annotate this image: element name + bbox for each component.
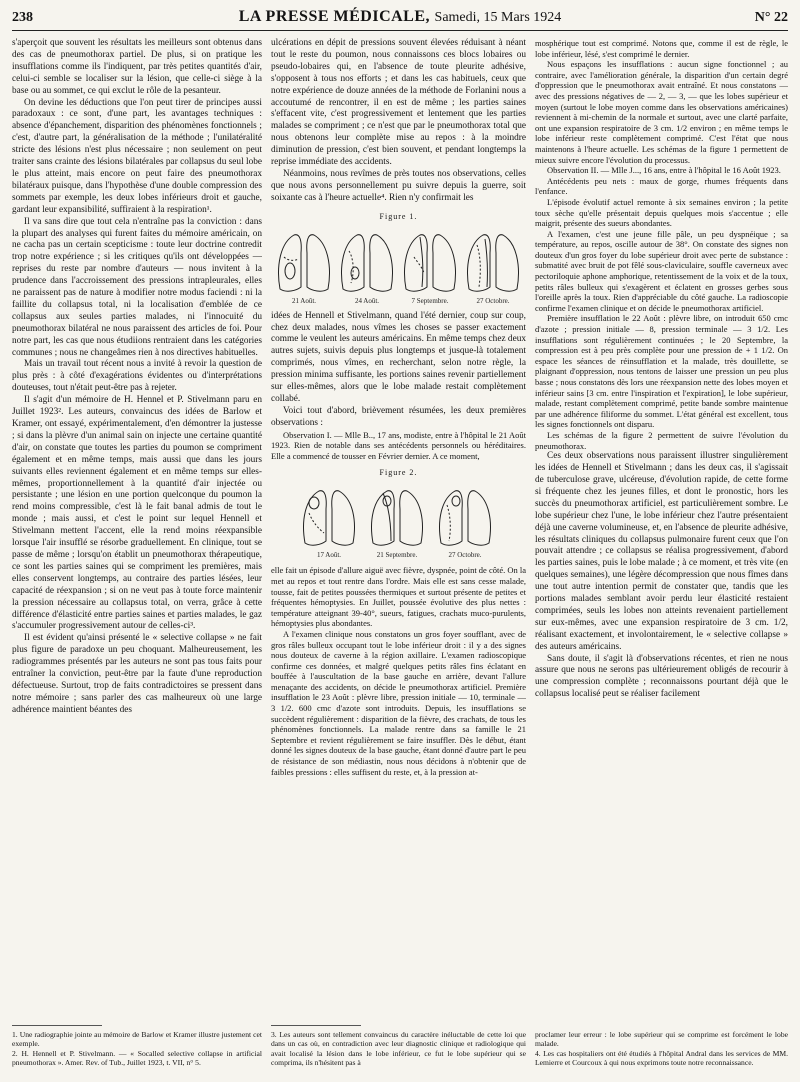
paragraph: ulcérations en dépit de pressions souvent élevées réduisant à néant tout le reste du poumon, nous connaissons ces blocs lobaires ou pseudo-lobaires qui, en l'absence de toute pleurite adhésive, s'opposent à tous nos efforts ; et dans les cas habituels, ceux que notre expérience de douze années de la méthode de Forlanini nous a accoutumé de rencontrer, il en est de même ; les parties saines s'effacent vite, c'est progressivement et lentement que les parties malades se compriment ; ce n'est que par le pneumothorax total que nous obtenons leur complète mise au repos : à la moindre diminution de pression, c'est bien souvent, et pendant longtemps la reprise immédiate des accidents.: [271, 38, 526, 168]
footnote: 4. Les cas hospitaliers ont été étudiés à l'hôpital Andral dans les services de MM. Lemierre et Courcoux à qui nous exprimons toute notre reconnaissance.: [535, 1048, 788, 1068]
paragraph: Il est évident qu'ainsi présenté le « selective collapse » ne fait plus figure de paradoxe un peu choquant. Malheureusement, les radiogrammes présentés par les auteurs ne sont pas tous faits pour entraîner la conviction, peut-être par la faute d'une reproduction défectueuse. Surtout, trop de faits contradictoires se pressent dans notre mémoire ; sans parler des cas malheureux où une large adhérence maintient béantes des: [12, 633, 262, 715]
figure-2-label: 21 Septembre.: [376, 551, 417, 560]
observation-1-text: mosphérique tout est comprimé. Notons que, comme il est de règle, le lobe inférieur, lésé, s'est comprimé le dernier.: [535, 38, 788, 59]
observation-1-text: elle fait un épisode d'allure aiguë avec fièvre, dyspnée, point de côté. On la met au repos et tout rentre dans l'ordre. Mais elle est sans cesse malade, tousse, fait de petites poussées thermiques et surtout présente de petites et fréquentes hémoptysies. En Juillet, poussée évolutive des plus nettes : température atteignant 39-40°, sueurs, fatigues, crachats muco-purulents, hémoptysies plus abondantes.: [271, 565, 526, 629]
figure-1: [271, 211, 526, 305]
journal-title: [12, 8, 788, 26]
lung-diagram: [439, 491, 490, 545]
footnote: 1. Une radiographie jointe au mémoire de Barlow et Kramer illustre justement cet exemple.: [12, 1030, 262, 1049]
figure-2-label: 17 Août.: [316, 551, 341, 560]
observation-1-text: A l'examen clinique nous constatons un gros foyer soufflant, avec de gros râles bulleux occupant tout le lobe inférieur droit : il y a des signes nous douteux de caverne à la région axillaire. L'examen radioscopique confirme ces données, et malgré quelques petits râles fins éclatant en bouffée à l'auscultation de la base gauche en arrière, devant l'allure menaçante des accidents, on décide le pneumothorax artificiel. Première insufflation le 23 Août : plèvre libre, pression initiale — 10, terminale — 3 1/2. 600 cmc d'azote sont introduits. Depuis, les insufflations se succèdent régulièrement : disparition de la fièvre, des crachats, de tous les phénomènes fonctionnels. La malade rentre dans sa famille le 21 Septembre et revient régulièrement se faire insuffler. Dès le début, étant donné les signes douteux de la base gauche, étant donné d'autre part le peu de résistance de son médiastin, nous nous décidons à n'obtenir que de faibles pressions : elles suffisent du reste, et, à la pression at-: [271, 628, 526, 777]
paragraph: On devine les déductions que l'on peut tirer de principes aussi paradoxaux : ce sont, d'une part, les avantages techniques : absence d'épanchement, disparition des phénomènes fonctionnels ; c'est, d'autre part, la généralisation de la méthode ; l'unilatéralité stricte des lésions n'est plus nécessaire ; non seulement on peut traiter sans crainte des lésions bilatérales par collapsus du seul lobe le plus atteint, mais encore on peut faire des pneumothorax bilatéraux puisque, dans l'hypothèse d'une double compression des sommets par exemple, les deux lobes inférieurs droit et gauche, gardant leur expansibilité, suffiraient à la respiration¹.: [12, 97, 262, 215]
paragraph: Il s'agit d'un mémoire de H. Hennel et P. Stivelmann paru en Juillet 1923². Les auteurs, convaincus des idées de Barlow et Kramer, ont essayé, expérimentalement, d'en démontrer la justesse ; si dans la plèvre d'un animal sain on injecte une certaine quantité d'air, on constate que toutes les parties du poumon se compriment également et en même temps, mais aussi que dans les jours suivants elles reviennent également et en même temps sur elles-mêmes, proportionnellement à la quantité d'air injectée ou persistante ; une lésion en une portion quelconque du poumon la rend moins compressible, c'est là le fait banal admis de tout le monde ; mais aussi, et c'est le point sur lequel Hennell et Stivelmann mettent l'accent, elle la rend moins réexpansible lorsque l'air insufflé se résorbe graduellement. En clinique, tout se passe de même ; lorsqu'on établit un pneumothorax thérapeutique, ce sont les parties saines qui se compriment les premières, mais elles conservent longtemps, au contraire des parties lésées, leur capacité de réexpansion ; si on ne veut pas à toute force maintenir la pression nécessaire au collapsus total, on verra, grâce à cette différence d'élasticité entre parties saines et parties malades, le gaz s'accumuler progressivement autour de celles-ci³.: [12, 395, 262, 632]
paragraph: s'aperçoit que souvent les résultats les meilleurs sont obtenus dans des cas de pneumothorax partiel. De plus, si on pratique les insufflations comme ils l'indiquent, par très petites quantités d'air, celui-ci semble se localiser sur la lésion, que celle-ci siège à la base ou au sommet, ce qui exclut le rôle de la pesanteur.: [12, 38, 262, 96]
column-2: [271, 38, 526, 1020]
lung-diagram: [371, 491, 422, 545]
observation-1-text: Nous espaçons les insufflations : aucun signe fonctionnel ; au contraire, avec l'amélioration générale, la disparition d'un certain degré d'oppression que le pneumothorax avait entraîné. Et nous constatons — avec des pressions négatives de — 2, — 3, — que les lobes supérieur et moyen (surtout le lobe moyen comme dans les observations américaines) reviennent à mi-chemin de la normale et surtout, avec une clarté parfaite, ont une expansion respiratoire de 3 cm. 1/2 environ ; en même temps le lobe inférieur reste complètement comprimé. C'est l'état que nous maintenons à l'heure actuelle. Les schémas de la figure 1 permettent de mieux suivre encore l'évolution du processus.: [535, 59, 788, 165]
observation-2-text: Les schémas de la figure 2 permettent de suivre l'évolution du pneumothorax.: [535, 429, 788, 451]
page-number: 238: [12, 10, 33, 25]
footnote: 3. Les auteurs sont tellement convaincus du caractère inéluctable de cette loi que dans un cas où, en contradiction avec leur diagnostic clinique et radiologique qui avait localisé la lésion dans le lobe inférieur, ce fut le lobe supérieur qui se comprima, ils n'hésitent pas à: [271, 1030, 526, 1068]
figure-1-label: 7 Septembre.: [411, 296, 448, 305]
paragraph: Sans doute, il s'agit là d'observations récentes, et rien ne nous assure que nous ne serons pas ultérieurement obligés de recourir à une compression complète ; reconnaissons pourtant déjà que le collapsus localisé peut se réaliser facilement: [535, 653, 788, 700]
observation-1-intro: Observation I. — Mlle B.., 17 ans, modiste, entre à l'hôpital le 21 Août 1923. Rien de notable dans ses antécédents personnels ou héréditaires. Elle a commencé de tousser en Février dernier. A ce moment,: [271, 429, 526, 461]
journal-name: LA PRESSE MÉDICALE,: [238, 8, 431, 25]
footnotes-column-2: [271, 1030, 526, 1068]
footnotes-column-3: [535, 1030, 788, 1068]
figure-2-label: 27 Octobre.: [447, 551, 482, 560]
footnote-rule: [271, 1025, 361, 1026]
figure-1-label: 27 Octobre.: [475, 296, 510, 305]
observation-2-intro: Observation II. — Mlle J..., 16 ans, entre à l'hôpital le 16 Août 1923.: [547, 165, 781, 176]
footnote: proclamer leur erreur : le lobe supérieur qui se comprime est forcément le lobe malade.: [535, 1030, 788, 1049]
column-3: [535, 38, 788, 1022]
footnote-rule: [12, 1025, 102, 1026]
figure-1-label: 21 Août.: [291, 296, 316, 305]
figure-2-lung-diagrams: [299, 483, 499, 559]
figure-2-caption: Figure 2.: [379, 468, 418, 478]
column-1: [12, 38, 262, 1022]
figure-1-lung-diagrams: [274, 227, 524, 305]
paragraph: Il va sans dire que tout cela n'entraîne pas la conviction : dans la plupart des analyses qui furent faites du mémoire américain, on ne cacha pas un certain scepticisme : toute leur doctrine contredit trop notre expérience ; si les critiques qu'ils ont développées — reprises du reste par nombre d'auteurs — nous invitent à la prudence dans l'accroissement des pressions intrapleurales, elles ne paraissent pas de nature à modifier notre modus faciendi : ni la faillite du collapsus total, ni la localisation d'emblée de ce collapsus aux seules parties malades, ni l'innocuité du pneumothorax bilatéral ne nous paraissent des articles de foi. Pour notre part, les cas que nous étudiions rentraient dans les catégories communes ; nous ne changeâmes rien à nos directives habituelles.: [12, 216, 262, 358]
observation-2-text: Première insufflation le 22 Août : plèvre libre, on introduit 650 cmc d'azote ; pression initiale — 8, pression terminale — 3 1/2. Les insufflations sont régulièrement continuées ; le 20 Septembre, la compression est à peu près complète pour une pression de + 1 1/2. On espace les séances de réinsufflation et la malade, très douillette, se plaignant d'oppression, nous tentons de laisser une pression un peu plus basse ; nous constatons dès lors une réexpansion nette des lobes moyen et inférieur sains [3 cm. entre l'inspiration et l'expiration], le lobe supérieur, malade, restant complètement comprimé, petite bande sombre maintenue par une adhérence filiforme du sommet. L'état général est excellent, tous les signes fonctionnels ont disparu.: [535, 313, 788, 430]
lung-diagram: [278, 234, 329, 290]
observation-2-text: Antécédents peu nets : maux de gorge, rhumes fréquents dans l'enfance.: [535, 175, 788, 197]
lung-diagram: [341, 234, 392, 290]
issue-number: N° 22: [754, 10, 788, 25]
page-header: [12, 8, 788, 30]
observation-2-text: A l'examen, c'est une jeune fille pâle, un peu dyspnéique ; sa température, au repos, oscille autour de 38°. On constate des signes non douteux d'un gros foyer du lobe supérieur droit avec perte de substance : submatité avec bruit de pot fêlé sous-claviculaire, souffle caverneux avec pectoriloquie aphone amphorique, retentissement de la voix et de la toux, petits râles bulleux qui s'exagèrent et éclatent en grosses gerbes sous l'oreille après la toux. Rien d'appréciable du côté gauche. La radioscopie confirme l'examen clinique et on décide le pneumothorax artificiel.: [535, 228, 788, 313]
figure-1-label: 24 Août.: [354, 296, 379, 305]
lung-diagram: [303, 491, 354, 545]
footnote: 2. H. Hennell et P. Stivelmann. — « Socalled selective collapse in artificial pneumothorax ». Amer. Rev. of Tub., Juillet 1923, t. VII, n° 5.: [12, 1048, 262, 1068]
paragraph: Ces deux observations nous paraissent illustrer singulièrement les idées de Hennell et Stivelmann ; dans les deux cas, il s'agissait de tuberculose grave, ulcéreuse, d'évolution rapide, de cette forme si fréquente chez les jeunes filles, et dont le pronostic, hors les succès du pneumothorax artificiel, est particulièrement sombre. Le lobe supérieur chez l'une, le lobe inférieur chez l'autre présentaient déjà une caverne volumineuse, et, en l'absence de pleurite adhésive, les résultats cliniques du collapsus pulmonaire furent ceux que l'on pouvait attendre ; ce collapsus se réalisa progressivement, d'abord les parties saines, puis le lobe malade ; à ce moment, et très vite (en quelques semaines), une légère décompression que nous fîmes dans une tout autre intention permit de constater que, tandis que les portions malades semblant avoir perdu leur élasticité restaient comprimées, seuls les lobes non atteints revenaient partiellement sur eux-mêmes, avec une expansion respiratoire de 3 cm. 1/2, réalisant exactement, et involontairement, le « selective collapse » des auteurs américains.: [535, 451, 788, 652]
lung-diagram: [467, 234, 518, 290]
paragraph: Mais un travail tout récent nous a invité à revoir la question de plus près : à côté d'exagérations évidentes ou d'interprétations douteuses, tout n'était peut-être pas à rejeter.: [12, 359, 262, 394]
figure-1-caption: Figure 1.: [379, 211, 418, 221]
footnotes-column-1: [12, 1030, 262, 1068]
lung-diagram: [404, 234, 455, 290]
paragraph: idées de Hennell et Stivelmann, quand l'été dernier, coup sur coup, chez deux malades, nous vîmes les choses se passer exactement comme le veulent les auteurs américains. En même temps chez deux autres sujets, suivis depuis plus longtemps et jusque-là totalement comprimés, nous vîmes, en recherchant, selon notre règle, la pression minima suffisante, les portions saines revenir partiellement sur elles-mêmes, alors que le lobe malade restait complètement collabé.: [271, 310, 526, 404]
figure-2: [271, 467, 526, 559]
observation-2-text: L'épisode évolutif actuel remonte à six semaines environ ; la petite toux sèche qu'elle présentait depuis quelques mois s'accentue ; elle maigrit, présente des sueurs abondantes.: [535, 196, 788, 229]
paragraph: Néanmoins, nous revîmes de près toutes nos observations, celles que nous avons personnellement pu suivre depuis la guerre, soit soixante cas à l'heure actuelle⁴. Rien n'y confirmait les: [271, 168, 526, 203]
paragraph: Voici tout d'abord, brièvement résumées, les deux premières observations :: [271, 405, 526, 428]
header-rule: [12, 30, 788, 31]
issue-date: Samedi, 15 Mars 1924: [434, 10, 562, 25]
